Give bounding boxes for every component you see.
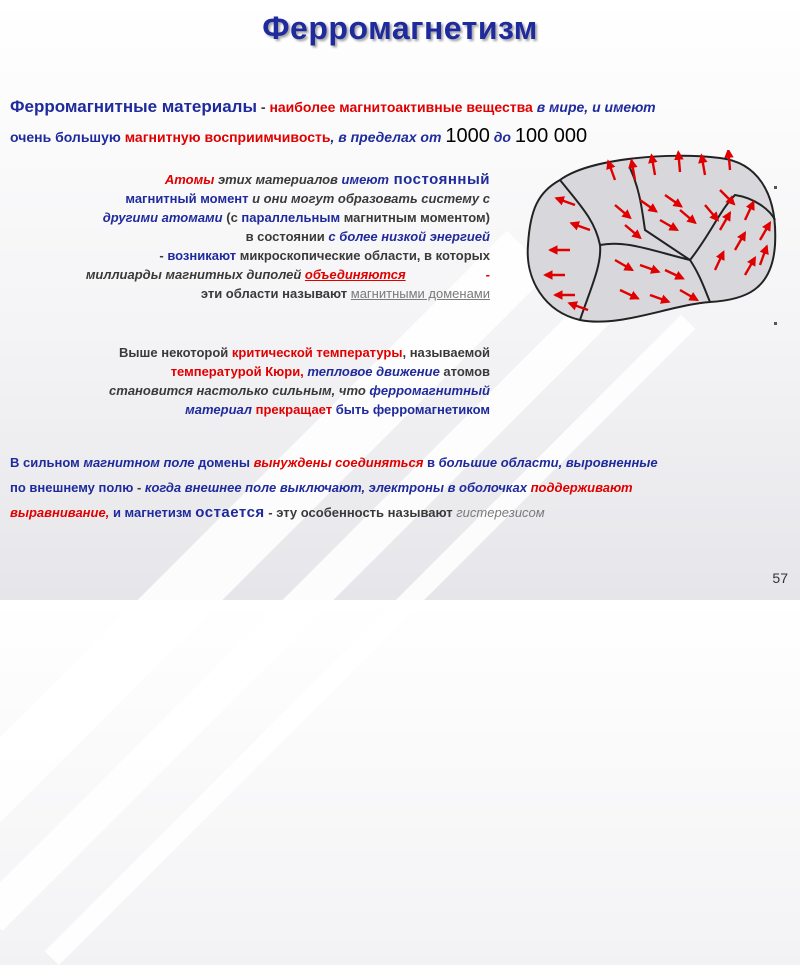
intro-text: до xyxy=(489,129,515,145)
text-span: постоянный xyxy=(388,171,490,188)
text-span: имеют xyxy=(341,172,389,187)
text-span: остается xyxy=(195,504,265,521)
text-span: становится настолько сильным, что xyxy=(109,383,370,398)
text-span: гистерезисом xyxy=(456,505,545,520)
text-span: когда внешнее поле выключают, электроны в оболочках xyxy=(144,480,531,495)
magnetic-domains-diagram xyxy=(520,150,780,330)
text-line xyxy=(20,170,490,189)
text-span: - эту особенность называют xyxy=(264,505,457,520)
text-span: по внешнему полю xyxy=(10,480,134,495)
text-span: магнитными доменами xyxy=(350,286,490,301)
text-span: магнитный момент xyxy=(125,191,249,206)
text-span: и магнетизм xyxy=(109,505,196,520)
text-span: - xyxy=(485,267,490,282)
text-span: атомов xyxy=(439,364,490,379)
tick-mark xyxy=(774,322,777,325)
text-line xyxy=(20,362,490,381)
magnetic-moment-arrow xyxy=(728,150,730,170)
curie-paragraph xyxy=(20,343,490,419)
text-span: ферромагнитный xyxy=(369,383,490,398)
text-span: вынуждены соединяться xyxy=(253,455,424,470)
text-span: поддерживают xyxy=(530,480,633,495)
intro-text: , в пределах от xyxy=(330,129,446,145)
text-span: В сильном xyxy=(10,455,84,470)
page-number: 57 xyxy=(772,570,788,586)
text-span: другими атомами xyxy=(102,210,223,225)
text-span: температурой Кюри, xyxy=(170,364,304,379)
text-line xyxy=(20,246,490,265)
text-line xyxy=(10,450,780,475)
text-span: микроскопические области, в которых xyxy=(236,248,490,263)
text-span: материал xyxy=(185,402,252,417)
intro-text: в мире, и имеют xyxy=(532,99,656,115)
magnetic-moment-arrow xyxy=(678,152,680,172)
text-span: Атомы xyxy=(164,172,215,187)
text-span: возникают xyxy=(167,248,237,263)
text-span: эти области называют xyxy=(200,286,351,301)
intro-highlight: магнитную восприимчивость xyxy=(120,129,331,145)
text-span: большие области, выровненные xyxy=(438,455,658,470)
text-line xyxy=(10,500,780,525)
intro-highlight: наиболее магнитоактивные вещества xyxy=(269,99,533,115)
range-max: 100 000 xyxy=(514,125,588,147)
text-span: критической температуры xyxy=(231,345,403,360)
hysteresis-paragraph xyxy=(10,450,780,525)
text-line xyxy=(20,284,490,303)
text-span: объединяются xyxy=(304,267,406,282)
text-line xyxy=(20,227,490,246)
text-span: - xyxy=(159,248,168,263)
intro-line-1 xyxy=(10,92,780,122)
intro-lead: Ферромагнитные материалы xyxy=(10,97,257,116)
text-span: , называемой xyxy=(402,345,490,360)
text-line xyxy=(20,265,490,284)
tick-mark xyxy=(774,186,777,189)
text-line xyxy=(20,400,490,419)
text-span: магнитным моментом) xyxy=(340,210,490,225)
text-span: магнитном поле xyxy=(83,455,195,470)
text-span: тепловое движение xyxy=(303,364,440,379)
intro-text: очень большую xyxy=(10,129,121,145)
text-span: домены xyxy=(194,455,254,470)
text-line xyxy=(10,475,780,500)
text-span: (с xyxy=(222,210,242,225)
text-line xyxy=(20,189,490,208)
text-span: Выше некоторой xyxy=(119,345,232,360)
atoms-paragraph xyxy=(20,170,490,303)
intro-paragraph xyxy=(10,92,780,152)
text-span: с более низкой энергией xyxy=(328,229,490,244)
text-span: этих материалов xyxy=(214,172,342,187)
text-span: в xyxy=(423,455,439,470)
text-span: - xyxy=(133,480,145,495)
slide-title: Ферромагнетизм xyxy=(262,10,538,46)
text-span: выравнивание, xyxy=(10,505,110,520)
text-span: в состоянии xyxy=(245,229,329,244)
text-span: прекращает xyxy=(252,402,333,417)
text-line xyxy=(20,343,490,362)
range-min: 1000 xyxy=(445,125,490,147)
text-span: и они могут образовать систему с xyxy=(248,191,490,206)
text-line xyxy=(20,381,490,400)
text-span: быть ферромагнетиком xyxy=(332,402,490,417)
intro-line-2 xyxy=(10,122,780,152)
text-line xyxy=(20,208,490,227)
text-span: параллельным xyxy=(241,210,341,225)
intro-dash: - xyxy=(256,99,270,115)
text-span: миллиарды магнитных диполей xyxy=(85,267,305,282)
